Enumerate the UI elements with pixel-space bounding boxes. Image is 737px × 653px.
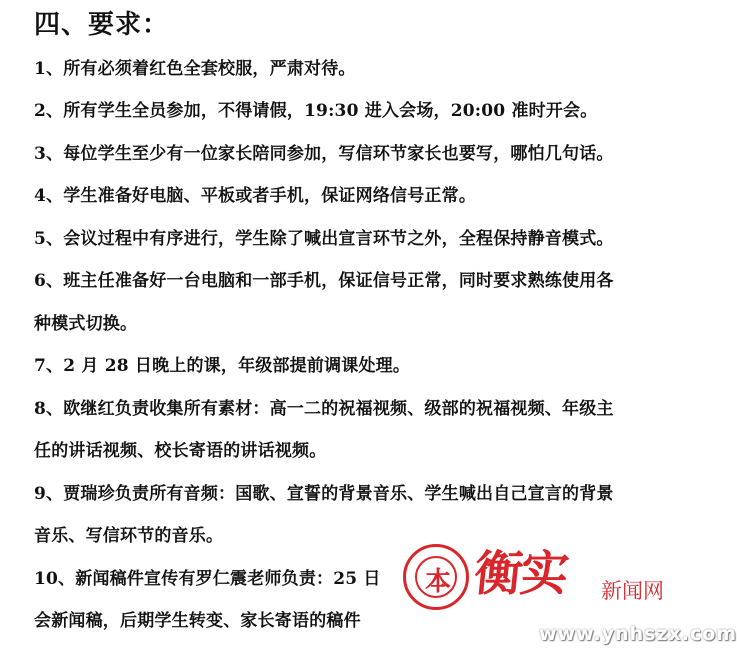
requirement-9-line-2: 音乐、写信环节的音乐。 <box>34 526 224 546</box>
brand-suffix: 新闻网 <box>601 579 664 603</box>
requirement-2: 2、所有学生全员参加，不得请假，19:30 进入会场，20:00 准时开会。 <box>34 101 598 121</box>
requirement-10-line-2: 会新闻稿，后期学生转变、家长寄语的稿件 <box>34 611 361 631</box>
requirement-6-line-2: 种模式切换。 <box>34 314 138 334</box>
requirement-7: 7、2 月 28 日晚上的课，年级部提前调课处理。 <box>34 356 411 376</box>
site-watermark <box>403 535 737 653</box>
requirement-1: 1、所有必须着红色全套校服，严肃对待。 <box>34 59 356 79</box>
requirement-3: 3、每位学生至少有一位家长陪同参加，写信环节家长也要写，哪怕几句话。 <box>34 144 614 164</box>
brand-logo-text: 衡实 <box>471 546 570 602</box>
requirement-8-line-2: 任的讲话视频、校长寄语的讲话视频。 <box>34 441 327 461</box>
requirement-8-line-1: 8、欧继红负责收集所有素材：高一二的祝福视频、级部的祝福视频、年级主 <box>34 399 614 419</box>
requirement-6-line-1: 6、班主任准备好一台电脑和一部手机，保证信号正常，同时要求熟练使用各 <box>34 271 614 291</box>
requirement-5: 5、会议过程中有序进行，学生除了喊出宣言环节之外，全程保持静音模式。 <box>34 229 614 249</box>
site-url: www.ynhszx.com <box>539 623 737 645</box>
requirement-4: 4、学生准备好电脑、平板或者手机，保证网络信号正常。 <box>34 186 477 206</box>
seal-character: 本 <box>424 567 451 597</box>
school-seal-logo <box>403 544 469 610</box>
section-heading: 四、要求： <box>34 10 170 40</box>
requirement-10-line-1: 10、新闻稿件宣传有罗仁震老师负责：25 日 <box>34 569 381 589</box>
requirement-9-line-1: 9、贾瑞珍负责所有音频：国歌、宣誓的背景音乐、学生喊出自己宣言的背景 <box>34 484 614 504</box>
